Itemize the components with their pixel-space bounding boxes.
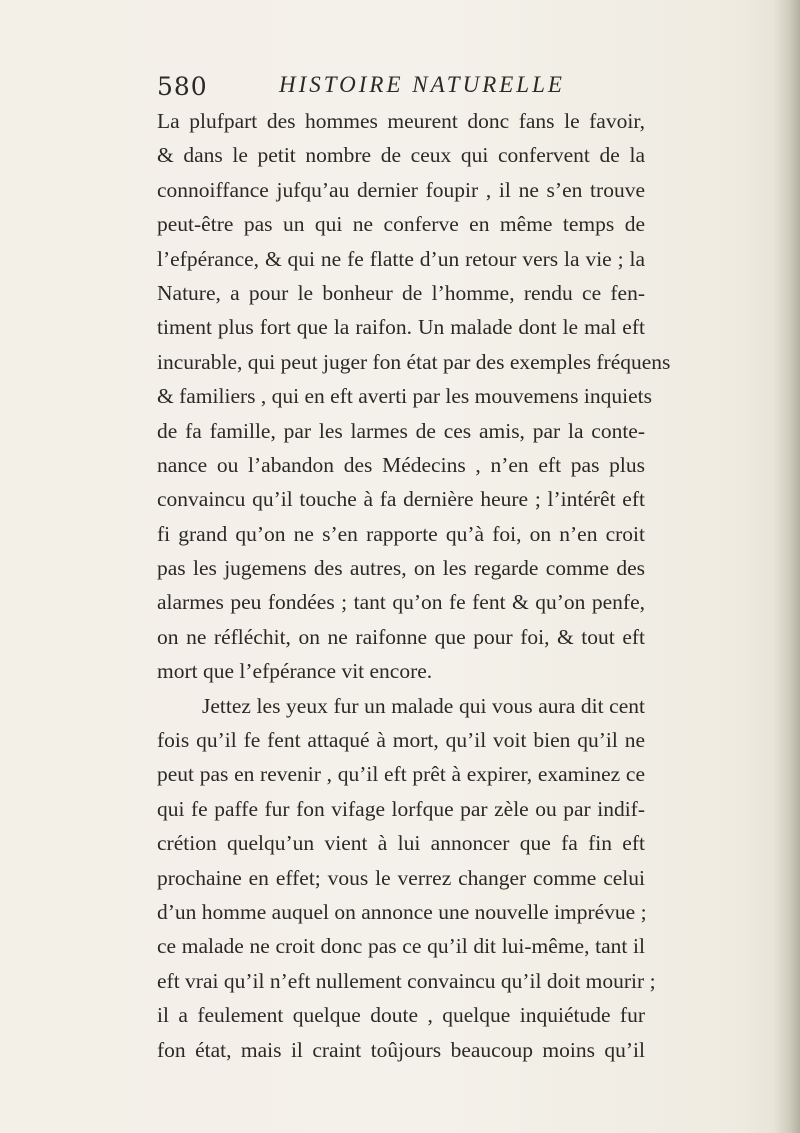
running-title: HISTOIRE NATURELLE xyxy=(279,72,565,97)
paragraph-end-line: mort que l’efpérance vit encore. xyxy=(157,659,433,684)
text-line: convaincu qu’il touche à fa dernière heure ; l’intérêt eft xyxy=(157,487,645,512)
text-line: qui fe paffe fur fon vifage lorfque par zèle ou par indif- xyxy=(157,796,645,821)
text-line: ce malade ne croit donc pas ce qu’il dit lui-même, tant il xyxy=(157,934,645,959)
text-line: timent plus fort que la raifon. Un malade dont le mal eft xyxy=(157,315,645,340)
text-line: de fa famille, par les larmes de ces amis, par la conte- xyxy=(157,418,645,443)
text-line: fon état, mais il craint toûjours beaucoup moins qu’il xyxy=(157,1037,645,1062)
text-line: eft vrai qu’il n’eft nullement convaincu qu’il doit mourir ; xyxy=(157,968,656,993)
paragraph-start-line: Jettez les yeux fur un malade qui vous aura dit cent xyxy=(202,693,645,718)
text-line: connoiffance jufqu’au dernier foupir , il ne s’en trouve xyxy=(157,177,645,202)
page-number: 580 xyxy=(157,72,208,101)
text-line: prochaine en effet; vous le verrez changer comme celui xyxy=(157,865,645,890)
text-line: fi grand qu’on ne s’en rapporte qu’à foi, on n’en croit xyxy=(157,521,645,546)
body-text xyxy=(157,104,671,1067)
text-line: alarmes peu fondées ; tant qu’on fe fent & qu’on penfe, xyxy=(157,590,645,615)
text-line: peut-être pas un qui ne conferve en même temps de xyxy=(157,212,645,237)
text-line: fois qu’il fe fent attaqué à mort, qu’il voit bien qu’il ne xyxy=(157,728,645,753)
text-line: incurable, qui peut juger fon état par des exemples fréquens xyxy=(157,349,671,374)
text-line: il a feulement quelque doute , quelque inquiétude fur xyxy=(157,1003,645,1028)
text-line: & familiers , qui en eft averti par les mouvemens inquiets xyxy=(157,384,652,409)
text-line: on ne réfléchit, on ne raifonne que pour foi, & tout eft xyxy=(157,624,645,649)
page-edge-shadow xyxy=(774,0,800,1133)
text-line: peut pas en revenir , qu’il eft prêt à expirer, examinez ce xyxy=(157,762,645,787)
text-line: crétion quelqu’un vient à lui annoncer que fa fin eft xyxy=(157,831,645,856)
text-line: l’efpérance, & qui ne fe flatte d’un retour vers la vie ; la xyxy=(157,246,645,271)
text-line: pas les jugemens des autres, on les regarde comme des xyxy=(157,556,645,581)
text-line: La plufpart des hommes meurent donc fans le favoir, xyxy=(157,109,645,133)
text-line: nance ou l’abandon des Médecins , n’en eft pas plus xyxy=(157,452,645,477)
text-line: d’un homme auquel on annonce une nouvelle imprévue ; xyxy=(157,899,647,924)
text-line: & dans le petit nombre de ceux qui confervent de la xyxy=(157,143,645,168)
text-line: Nature, a pour le bonheur de l’homme, rendu ce fen- xyxy=(157,280,645,305)
